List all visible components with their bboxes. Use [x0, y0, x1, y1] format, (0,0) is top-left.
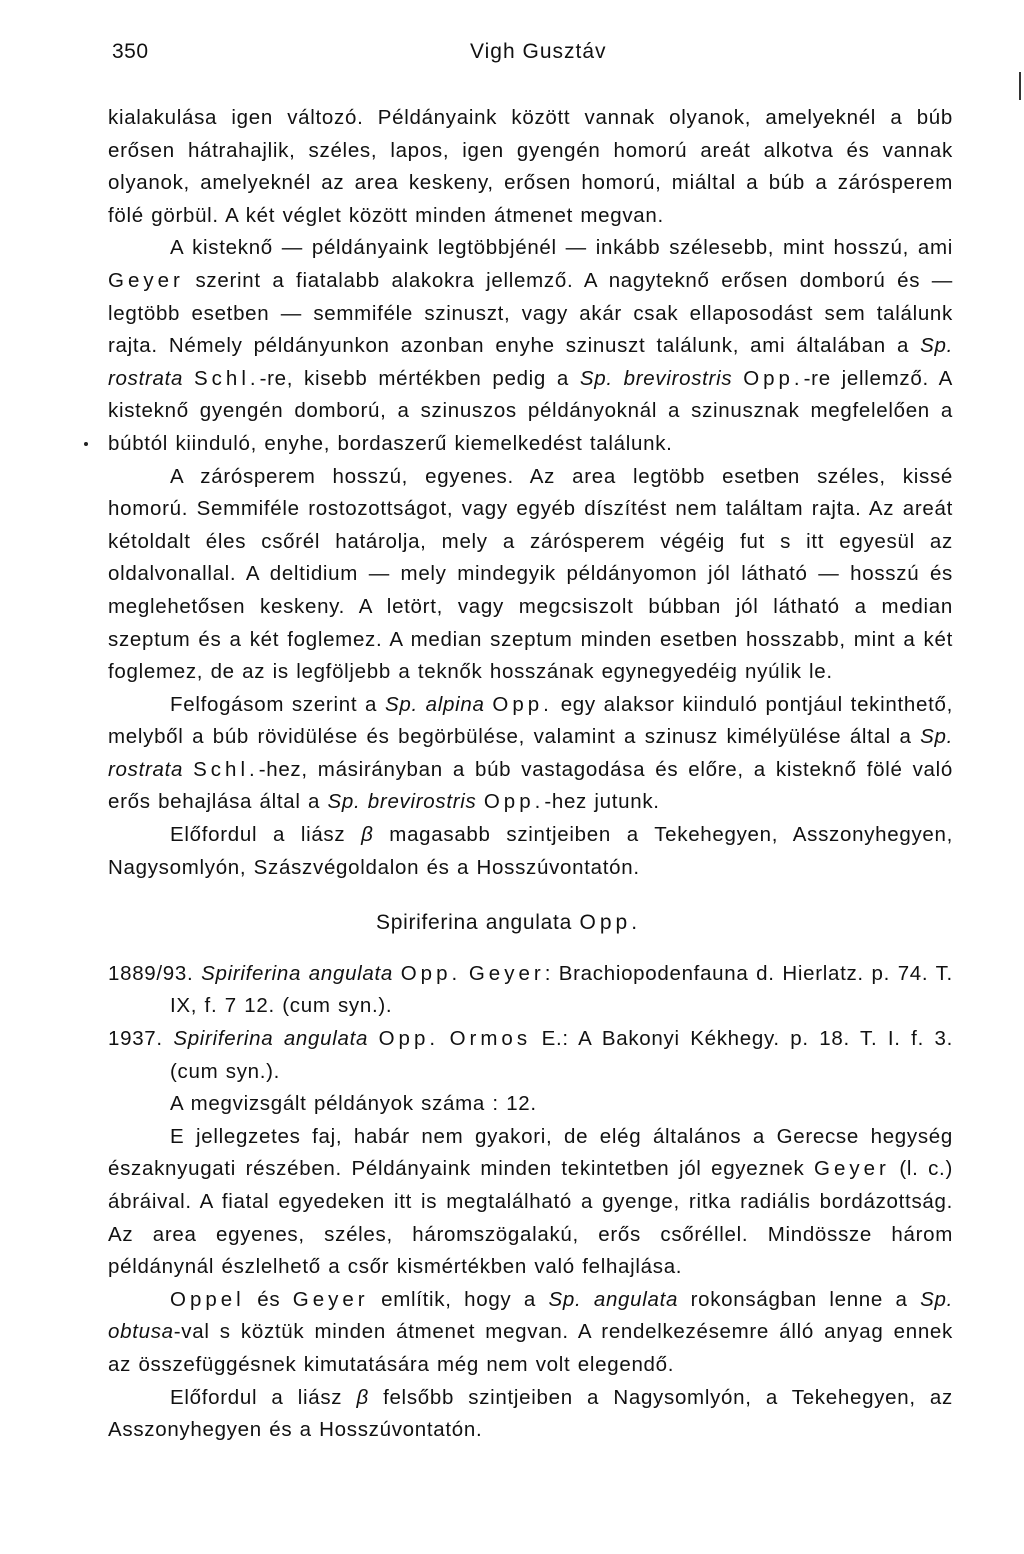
text: -re jellemző. A kisteknő gyengén domború, a szinuszos példányoknál a szinusznak megfelelően a búbtól kiinduló, enyhe, bordaszerű kiemelkedést találunk.: [108, 366, 953, 455]
text: -re, kisebb mértékben pedig a: [259, 366, 570, 390]
taxon-name: Sp. angulata: [548, 1287, 679, 1311]
taxon-name: Sp. brevirostris: [579, 366, 733, 390]
paragraph-4: [108, 689, 953, 819]
paragraph-8: [108, 1382, 953, 1447]
text: Előfordul a liász: [170, 1385, 343, 1409]
text: -val s köztük minden átmenet megvan. A rendelkezésemre álló anyag ennek az összefüggésnek kimutatására még nem volt elegendő.: [108, 1320, 953, 1376]
text: egy alaksor kiinduló pontjául tekinthető, melyből a búb rövidülése és begörbülése, valamint a szinusz kimélyülése által a: [108, 692, 953, 749]
ref-year: 1937.: [108, 1027, 163, 1051]
author-name: Opp.: [743, 366, 804, 390]
text: rokonságban lenne a: [690, 1287, 908, 1311]
author-name: Schl.: [193, 757, 259, 781]
paragraph-6: [108, 1121, 953, 1284]
specimen-count: [108, 1088, 953, 1121]
taxon-name: Spiriferina angulata: [201, 961, 394, 985]
author-name: Opp.: [579, 911, 642, 935]
text: -hez, másirányban a búb vastagodása és előre, a kisteknő fölé való erős behajlása által a: [108, 757, 953, 814]
taxon-name: Sp. alpina: [384, 692, 485, 716]
author-name: Oppel: [170, 1287, 245, 1311]
paragraph-1: [108, 102, 953, 232]
text: E.: A Bakonyi Kékhegy. p. 18. T. I. f. 3. (cum syn.).: [170, 1027, 953, 1083]
paragraph-7: [108, 1284, 953, 1382]
beta-symbol: β: [356, 1385, 369, 1409]
taxon-name: Sp. rostrata: [108, 725, 953, 781]
species-title: Spiriferina angulata: [376, 911, 572, 935]
text: magasabb szintjeiben a Tekehegyen, Asszonyhegyen, Nagysomlyón, Szászvégoldalon és a Hosszúvontatón.: [108, 823, 953, 879]
beta-symbol: β: [361, 823, 374, 847]
paragraph-3: [108, 461, 953, 689]
author-name: Geyer: [292, 1287, 369, 1311]
paragraph-2: [108, 232, 953, 460]
text: A kisteknő — példányaink legtöbbjénél — inkább szélesebb, mint hosszú, ami: [170, 236, 953, 260]
text: : Brachiopodenfauna d. Hierlatz. p. 74. T. IX, f. 7 12. (cum syn.).: [170, 961, 953, 1018]
author-name: Geyer: [468, 961, 545, 985]
author-name: Opp.: [400, 961, 462, 985]
author-name: Opp.: [483, 790, 545, 814]
text: Felfogásom szerint a: [170, 692, 378, 716]
taxon-name: Sp. obtusa: [108, 1287, 953, 1344]
text: Előfordul a liász: [170, 823, 346, 847]
author-name: Opp.: [378, 1027, 440, 1051]
text: felsőbb szintjeiben a Nagysomlyón, a Tekehegyen, az Asszonyhegyen és a Hosszúvontatón.: [108, 1385, 953, 1442]
edge-mark: [1019, 72, 1021, 100]
taxon-name: Spiriferina angulata: [173, 1027, 369, 1051]
author-name: Schl.: [194, 366, 260, 390]
author-name: Geyer: [108, 268, 184, 292]
text: (l. c.) ábráival. A fiatal egyedeken itt is megtalálható a gyenge, ritka radiális bordázottság. Az area egyenes, széles, háromszögalakú, erős csőréllel. Mindössze három példánynál észlelhető a csőr kismértékben való felhajlása.: [108, 1157, 953, 1279]
section-heading: [108, 907, 953, 940]
running-head: [0, 40, 1024, 74]
paragraph-5: [108, 819, 953, 884]
taxon-name: Sp. rostrata: [108, 334, 953, 390]
taxon-name: Sp. brevirostris: [327, 790, 477, 814]
body-text: [108, 102, 953, 1447]
page-number: 350: [112, 40, 149, 63]
author-name: Opp.: [492, 692, 553, 716]
text: említik, hogy a: [381, 1287, 536, 1311]
author-name: Geyer: [814, 1157, 890, 1181]
text: A megvizsgált példányok száma : 12.: [170, 1092, 537, 1116]
margin-speck: [84, 442, 88, 446]
reference-2: [108, 1023, 953, 1088]
text: A zárósperem hosszú, egyenes. Az area legtöbb esetben széles, kissé homorú. Semmiféle rostozottságot, vagy egyéb díszítést nem találtam rajta. Az areát kétoldalt éles csőrél határolja, mely a zárósperem végéig fut s itt egyesül az oldalvonallal. A deltidium — mely mindegyik példányomon jól látható — hosszú és meglehetősen keskeny. A letört, vagy megcsiszolt búbban jól látható a median szeptum és a két foglemez. A median szeptum minden esetben hosszabb, mint a két foglemez, de az is legföljebb a teknők hosszának egynegyedéig nyúlik le.: [108, 464, 953, 684]
text: E jellegzetes faj, habár nem gyakori, de elég általános a Gerecse hegység északnyugati részében. Példányaink minden tekintetben jól egyeznek: [108, 1124, 953, 1181]
ref-year: 1889/93.: [108, 961, 194, 985]
text: kialakulása igen változó. Példányaink között vannak olyanok, amelyeknél a búb erősen hátrahajlik, széles, lapos, igen gyengén homorú areát alkotva és vannak olyanok, amelyeknél az area keskeny, erősen homorú, miáltal a búb a zárósperem fölé görbül. A két véglet között minden átmenet megvan.: [108, 106, 953, 227]
text: -hez jutunk.: [544, 790, 660, 814]
running-title: Vigh Gusztáv: [470, 40, 607, 63]
text: szerint a fiatalabb alakokra jellemző. A nagyteknő erősen domború és — legtöbb esetben — semmiféle szinuszt, vagy akár csak ellaposodást sem találunk rajta. Némely példányunkon azonban enyhe szinuszt találunk, ami általában a: [108, 268, 953, 358]
reference-1: [108, 958, 953, 1023]
text: és: [257, 1287, 281, 1311]
author-name: Ormos: [449, 1027, 532, 1051]
